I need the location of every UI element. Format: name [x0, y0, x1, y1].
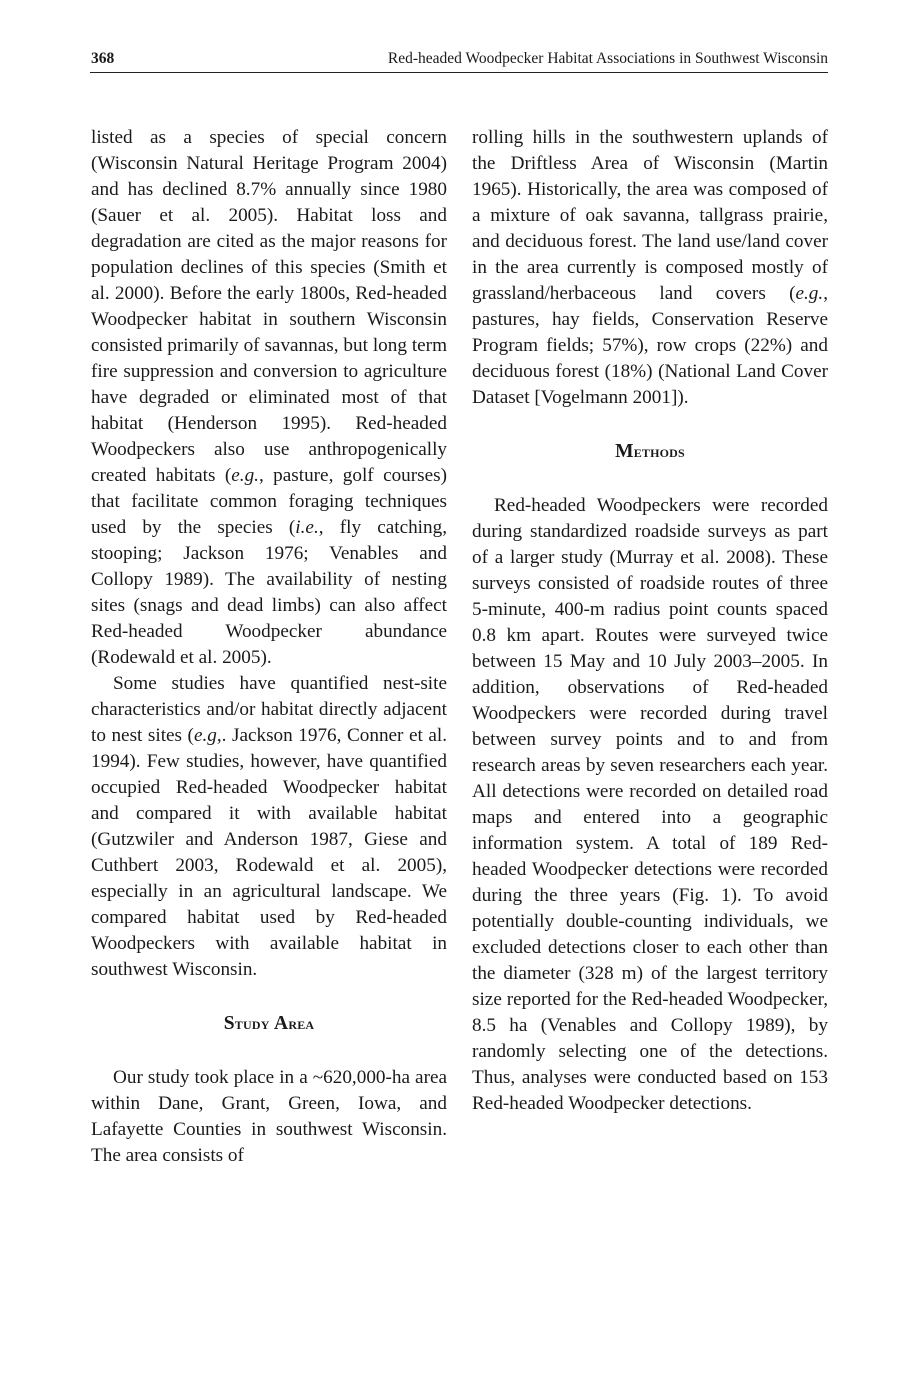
page-number: 368 — [91, 50, 115, 67]
section-heading-methods: Methods — [615, 441, 685, 462]
right-column — [472, 125, 828, 1117]
paragraph-continued: listed as a species of special concern (Wisconsin Natural Heritage Program 2004) and has declined 8.7% annually since 1980 (Sauer et al. 2005). Habitat loss and degradation are cited as the major reasons for population declines of this species (Smith et al. 2000). Before the early 1800s, Red-headed Woodpecker habitat in southern Wisconsin consisted primarily of savannas, but long term fire suppression and conversion to agriculture have degraded or eliminated most of that habitat (Henderson 1995). Red-headed Woodpeckers also use anthropogenically created habitats (e.g., pasture, golf courses) that facilitate common foraging techniques used by the species (i.e., fly catching, stooping; Jackson 1976; Venables and Collopy 1989). The availability of nesting sites (snags and dead limbs) can also affect Red-headed Woodpecker abundance (Rodewald et al. 2005). — [91, 127, 448, 668]
running-head — [90, 50, 828, 73]
left-column — [91, 125, 447, 1169]
paragraph-study-area-continued: rolling hills in the southwestern uplands of the Driftless Area of Wisconsin (Martin 1965). Historically, the area was composed of a mixture of oak savanna, tallgrass prairie, and deciduous forest. The land use/land cover in the area currently is composed mostly of grassland/herbaceous land covers (e.g., pastures, hay fields, Conservation Reserve Program fields; 57%), row crops (22%) and deciduous forest (18%) (National Land Cover Dataset [Vogelmann 2001]). — [472, 127, 828, 408]
section-heading-study-area: Study Area — [223, 1013, 315, 1034]
paragraph-study-area: Our study took place in a ~620,000-ha area within Dane, Grant, Green, Iowa, and Lafayette Counties in southwest Wisconsin. The area consists of — [91, 1067, 447, 1166]
paragraph-nest-site-studies: Some studies have quantified nest-site characteristics and/or habitat directly adjacent to nest sites (e.g,. Jackson 1976, Conner et al. 1994). Few studies, however, have quantified occupied Red-headed Woodpecker habitat and compared it with available habitat (Gutzwiler and Anderson 1987, Giese and Cuthbert 2003, Rodewald et al. 2005), especially in an agricultural landscape. We compared habitat used by Red-headed Woodpeckers with available habitat in southwest Wisconsin. — [91, 673, 447, 980]
paragraph-methods: Red-headed Woodpeckers were recorded during standardized roadside surveys as part of a larger study (Murray et al. 2008). These surveys consisted of roadside routes of three 5-minute, 400-m radius point counts spaced 0.8 km apart. Routes were surveyed twice between 15 May and 10 July 2003–2005. In addition, observations of Red-headed Woodpeckers were recorded during travel between survey points and to and from research areas by seven researchers each year. All detections were recorded on detailed road maps and entered into a geographic information system. A total of 189 Red-headed Woodpecker detections were recorded during the three years (Fig. 1). To avoid potentially double-counting individuals, we excluded detections closer to each other than the diameter (328 m) of the largest territory size reported for the Red-headed Woodpecker, 8.5 ha (Venables and Collopy 1989), by randomly selecting one of the detections. Thus, analyses were conducted based on 153 Red-headed Woodpecker detections. — [472, 495, 828, 1114]
running-title: Red-headed Woodpecker Habitat Associations in Southwest Wisconsin — [387, 50, 828, 67]
